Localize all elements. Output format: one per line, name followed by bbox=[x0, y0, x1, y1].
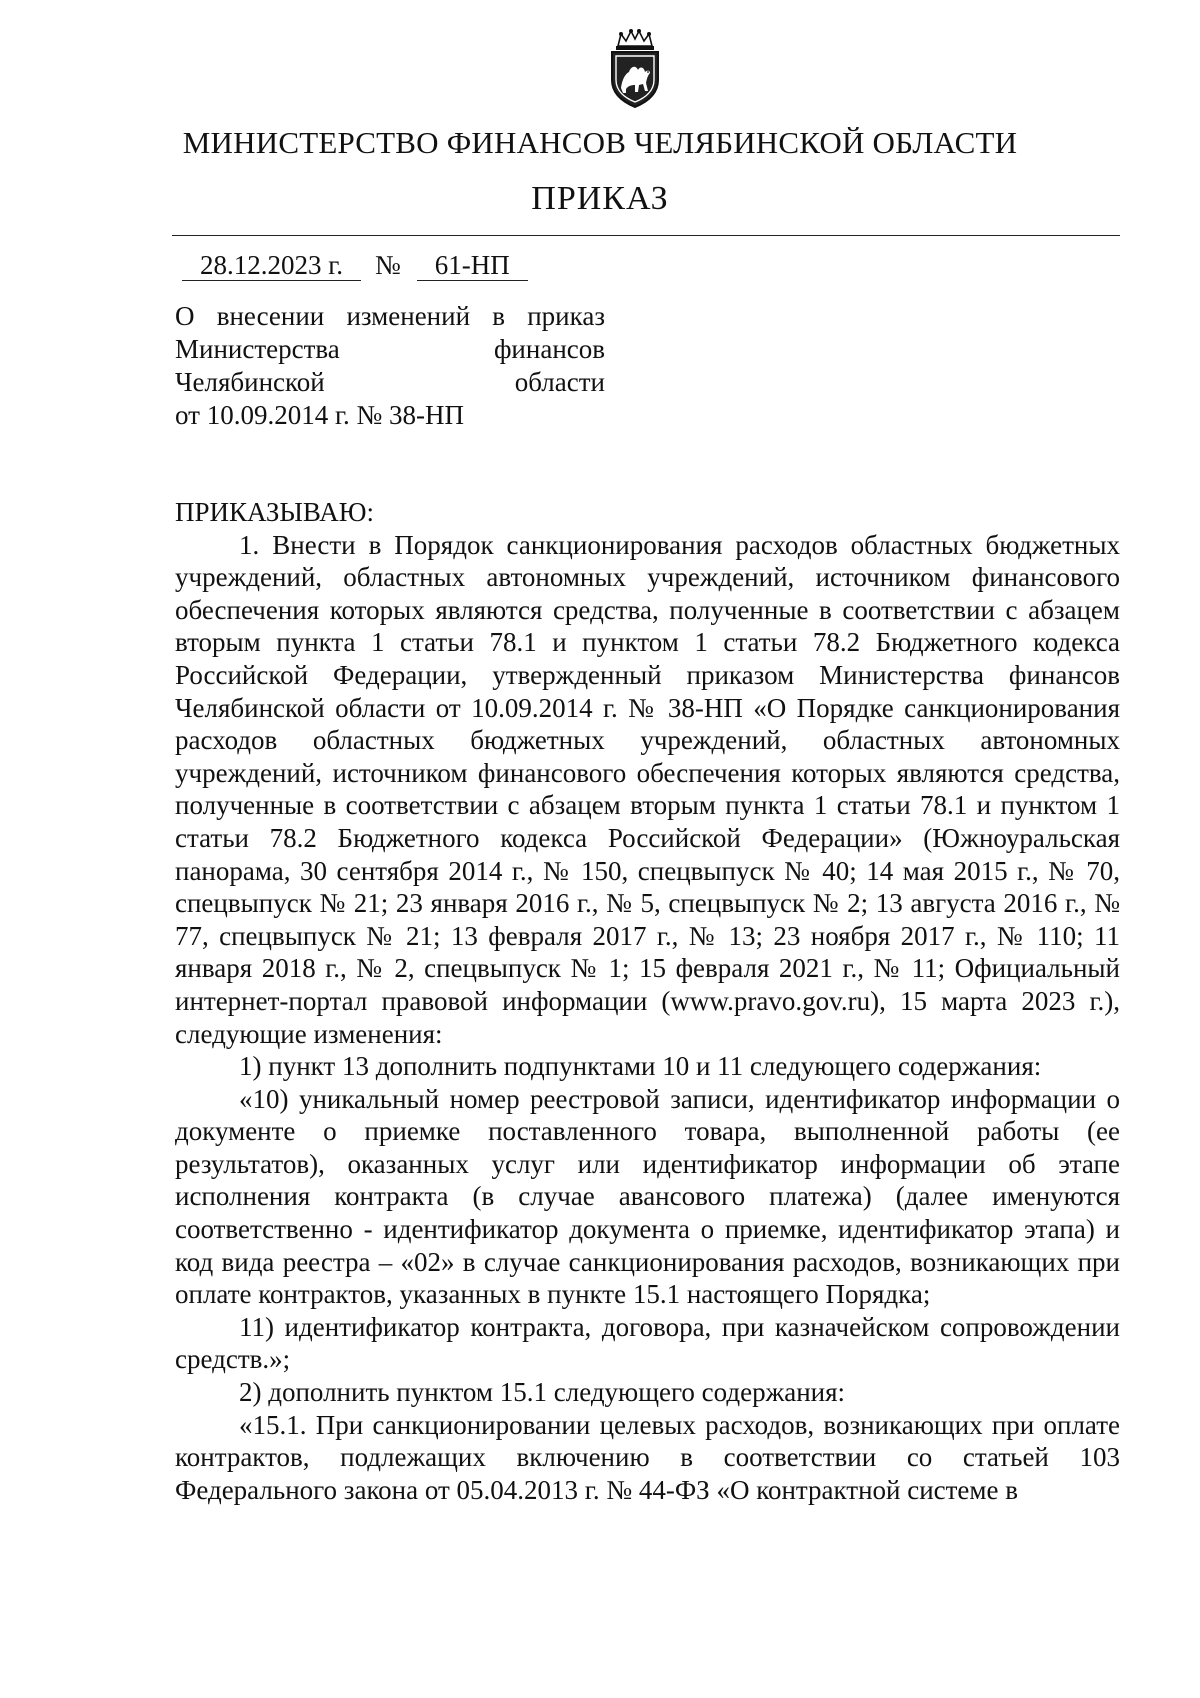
order-subject bbox=[175, 300, 605, 432]
document-type: ПРИКАЗ bbox=[531, 180, 669, 217]
paragraph: 1. Внести в Порядок санкционирования расходов областных бюджетных учреждений, областных автономных учреждений, источником финансового обеспечения которых являются средства, полученные в соответствии с абзацем вторым пункта 1 статьи 78.1 и пунктом 1 статьи 78.2 Бюджетного кодекса Российской Федерации, утвержденный приказом Министерства финансов Челябинской области от 10.09.2014 г. № 38-НП «О Порядке санкционирования расходов областных бюджетных учреждений, областных автономных учреждений, источником финансового обеспечения которых являются средства, полученные в соответствии с абзацем вторым пункта 1 статьи 78.1 и пунктом 1 статьи 78.2 Бюджетного кодекса Российской Федерации» (Южноуральская панорама, 30 сентября 2014 г., № 150, спецвыпуск № 40; 14 мая 2015 г., № 70, спецвыпуск № 21; 23 января 2016 г., № 5, спецвыпуск № 2; 13 августа 2016 г., № 77, спецвыпуск № 21; 13 февраля 2017 г., № 13; 23 ноября 2017 г., № 110; 11 января 2018 г., № 2, спецвыпуск № 1; 15 февраля 2021 г., № 11; Официальный интернет-портал правовой информации (www.pravo.gov.ru), 15 марта 2023 г.), следующие изменения: bbox=[175, 529, 1120, 1049]
subject-line: Министерства финансов bbox=[175, 334, 605, 364]
subject-line: Челябинской области bbox=[175, 367, 605, 397]
ministry-name: МИНИСТЕРСТВО ФИНАНСОВ ЧЕЛЯБИНСКОЙ ОБЛАСТИ bbox=[182, 125, 1018, 160]
paragraph: 11) идентификатор контракта, договора, при казначейском сопровождении средств.»; bbox=[175, 1311, 1120, 1375]
order-number: 61-НП bbox=[417, 250, 528, 281]
order-date: 28.12.2023 г. bbox=[182, 250, 361, 281]
order-word: ПРИКАЗЫВАЮ: bbox=[175, 497, 374, 527]
subject-line: О внесении изменений в приказ bbox=[175, 301, 605, 331]
paragraph: 2) дополнить пунктом 15.1 следующего содержания: bbox=[239, 1377, 846, 1408]
coat-of-arms-icon bbox=[604, 28, 666, 110]
number-sign: № bbox=[375, 250, 401, 280]
header-rule bbox=[172, 235, 1120, 236]
paragraph: «15.1. При санкционировании целевых расходов, возникающих при оплате контрактов, подлежащих включению в соответствии со статьей 103 Федерального закона от 05.04.2013 г. № 44-ФЗ «О контрактной системе в bbox=[175, 1409, 1120, 1505]
order-date-number bbox=[182, 250, 528, 281]
order-body bbox=[175, 496, 1120, 1506]
paragraph: «10) уникальный номер реестровой записи, идентификатор информации о документе о приемке поставленного товара, выполненной работы (ее результатов), оказанных услуг или идентификатор информации об этапе исполнения контракта (в случае авансового платежа) (далее именуются соответственно - идентификатор документа о приемке, идентификатор этапа) и код вида реестра – «02» в случае санкционирования расходов, возникающих при оплате контрактов, указанных в пункте 15.1 настоящего Порядка; bbox=[175, 1083, 1120, 1310]
subject-line: от 10.09.2014 г. № 38-НП bbox=[175, 400, 464, 430]
paragraph: 1) пункт 13 дополнить подпунктами 10 и 11 следующего содержания: bbox=[239, 1051, 1042, 1082]
